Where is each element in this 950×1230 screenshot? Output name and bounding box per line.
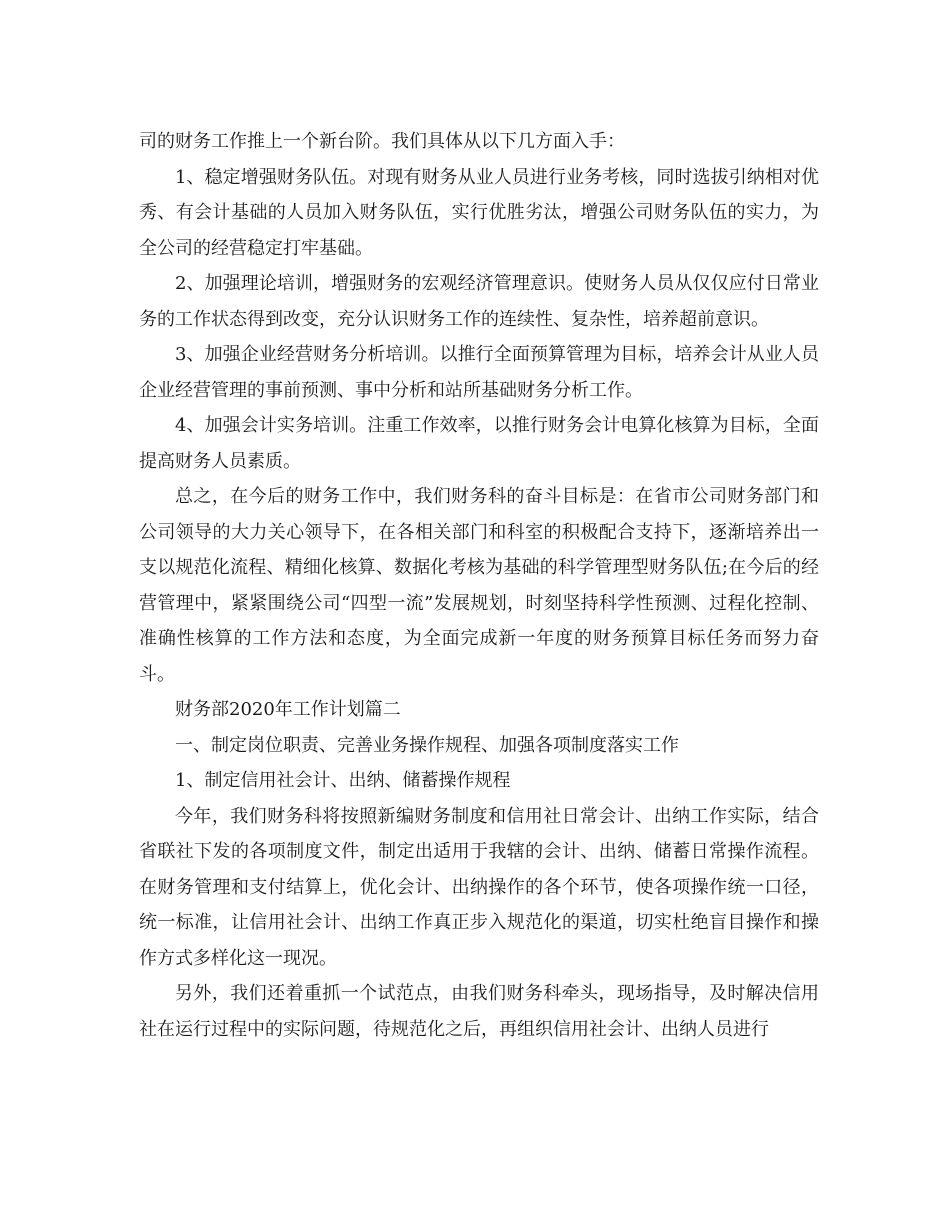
paragraph-item-4: 4、加强会计实务培训。注重工作效率，以推行财务会计电算化核算为目标，全面提高财务人员素质。 — [139, 415, 819, 472]
paragraph-continuation: 司的财务工作推上一个新台阶。我们具体从以下几方面入手： — [139, 131, 625, 152]
subsection-heading-1: 1、制定信用社会计、出纳、储蓄操作规程 — [175, 770, 511, 791]
section-title: 财务部2020年工作计划篇二 — [175, 699, 401, 720]
section-heading-1: 一、制定岗位职责、完善业务操作规程、加强各项制度落实工作 — [175, 734, 679, 756]
document-body — [139, 124, 819, 1047]
paragraph-item-3: 3、加强企业经营财务分析培训。以推行全面预算管理为目标，培养会计从业人员企业经营管理的事前预测、事中分析和站所基础财务分析工作。 — [139, 344, 819, 401]
paragraph-summary: 总之，在今后的财务工作中，我们财务科的奋斗目标是：在省市公司财务部门和公司领导的大力关心领导下，在各相关部门和科室的积极配合支持下，逐渐培养出一支以规范化流程、精细化核算、数据化考核为基础的科学管理型财务队伍;在今后的经营管理中，紧紧围绕公司“四型一流”发展规划，时刻坚持科学性预测、过程化控制、准确性核算的工作方法和态度，为全面完成新一年度的财务预算目标任务而努力奋斗。 — [139, 486, 819, 685]
paragraph-this-year: 今年，我们财务科将按照新编财务制度和信用社日常会计、出纳工作实际，结合省联社下发的各项制度文件，制定出适用于我辖的会计、出纳、储蓄日常操作流程。在财务管理和支付结算上，优化会计、出纳操作的各个环节，使各项操作统一口径，统一标准，让信用社会计、出纳工作真正步入规范化的渠道，切实杜绝盲目操作和操作方式多样化这一现况。 — [139, 805, 819, 969]
paragraph-additionally: 另外，我们还着重抓一个试范点，由我们财务科牵头，现场指导，及时解决信用社在运行过程中的实际问题，待规范化之后，再组织信用社会计、出纳人员进行 — [139, 983, 819, 1040]
paragraph-item-1: 1、稳定增强财务队伍。对现有财务从业人员进行业务考核，同时选拔引纳相对优秀、有会计基础的人员加入财务队伍，实行优胜劣汰，增强公司财务队伍的实力，为全公司的经营稳定打牢基础。 — [139, 166, 819, 259]
paragraph-item-2: 2、加强理论培训，增强财务的宏观经济管理意识。使财务人员从仅仅应付日常业务的工作状态得到改变，充分认识财务工作的连续性、复杂性，培养超前意识。 — [139, 273, 819, 330]
